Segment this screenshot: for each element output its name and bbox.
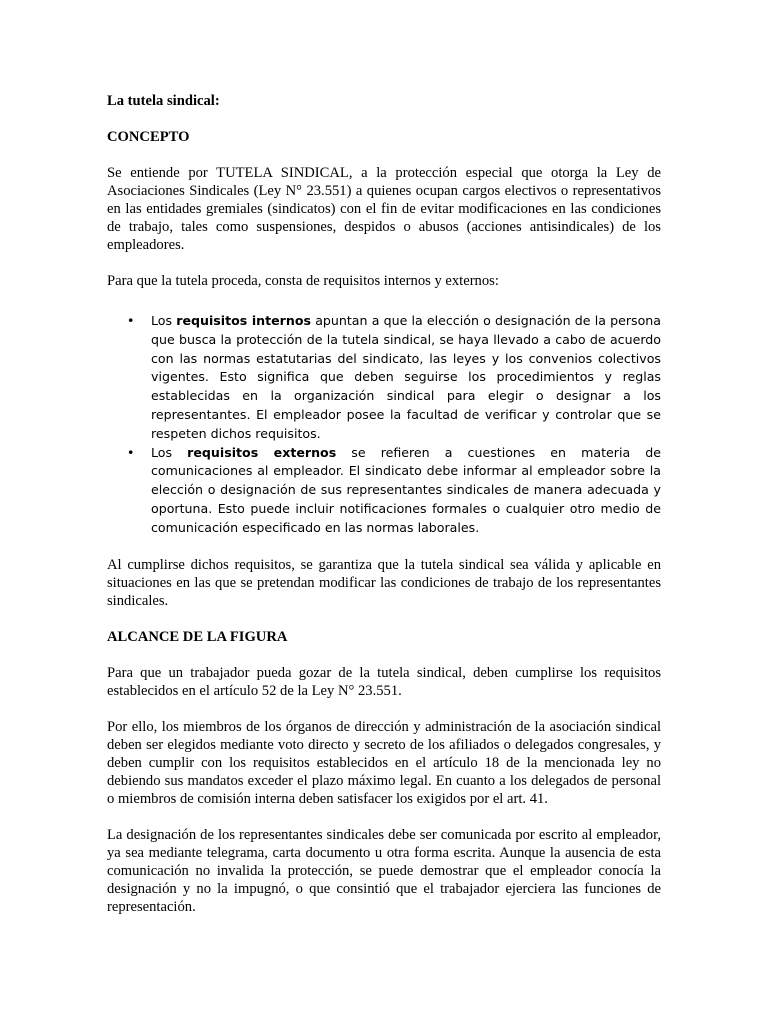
list-item-text: se refieren a cuestiones en materia de comunicaciones al empleador. El sindicato debe informar al empleador sobre la elección o designación de sus representantes sindicales de manera adecuada y oportuna. Esto puede incluir notificaciones formales o cualquier otro medio de comunicación especificado en las normas laborales. xyxy=(151,444,661,535)
document-page xyxy=(107,86,661,916)
keyword-external: requisitos externos xyxy=(187,444,337,460)
heading-concepto: CONCEPTO xyxy=(107,129,190,145)
paragraph-article-52: Para que un trabajador pueda gozar de la tutela sindical, deben cumplirse los requisitos establecidos en el artículo 52 de la Ley N° 23.551. xyxy=(107,664,661,699)
paragraph-requirements-intro: Para que la tutela proceda, consta de requisitos internos y externos: xyxy=(107,273,499,289)
paragraph-guarantee: Al cumplirse dichos requisitos, se garantiza que la tutela sindical sea válida y aplicable en situaciones en las que se pretendan modificar las condiciones de trabajo de los representantes sindicales. xyxy=(107,556,661,609)
paragraph-election: Por ello, los miembros de los órganos de dirección y administración de la asociación sindical deben ser elegidos mediante voto directo y secreto de los afiliados o delegados congresales, y deben cumplir con los requisitos establecidos en el artículo 18 de la mencionada ley no debiendo sus mandatos exceder el plazo máximo legal. En cuanto a los delegados de personal o miembros de comisión interna deben satisfacer los exigidos por el art. 41. xyxy=(107,718,661,807)
list-item-prefix: Los xyxy=(151,444,188,460)
bullet-icon: • xyxy=(127,444,135,460)
list-item-prefix: Los xyxy=(151,313,177,328)
paragraph-definition: Se entiende por TUTELA SINDICAL, a la protección especial que otorga la Ley de Asociaciones Sindicales (Ley N° 23.551) a quienes ocupan cargos electivos o representativos en las entidades gremiales (sindicatos) con el fin de evitar modificaciones en las condiciones de trabajo, tales como suspensiones, despidos o abusos (acciones antisindicales) de los empleadores. xyxy=(107,165,661,253)
paragraph-designation: La designación de los representantes sindicales debe ser comunicada por escrito al empleador, ya sea mediante telegrama, carta documento u otra forma escrita. Aunque la ausencia de esta comunicación no invalida la protección, se puede demostrar que el empleador conocía la designación y no la impugnó, o que consintió que el trabajador ejerciera las funciones de representación. xyxy=(107,826,661,915)
list-item-internal xyxy=(107,312,661,444)
bullet-icon: • xyxy=(127,313,135,328)
document-title: La tutela sindical: xyxy=(107,93,220,109)
heading-alcance: ALCANCE DE LA FIGURA xyxy=(107,628,288,645)
requirements-list xyxy=(107,312,661,538)
list-item-text: apuntan a que la elección o designación de la persona que busca la protección de la tutela sindical, se haya llevado a cabo de acuerdo con las normas estatutarias del sindicato, las leyes y los convenios colectivos vigentes. Esto significa que deben seguirse los procedimientos y reglas establecidas en la organización sindical para elegir o designar a los representantes. El empleador posee la facultad de verificar y controlar que se respeten dichos requisitos. xyxy=(151,313,661,441)
keyword-internal: requisitos internos xyxy=(176,313,312,328)
list-item-external xyxy=(107,444,661,538)
